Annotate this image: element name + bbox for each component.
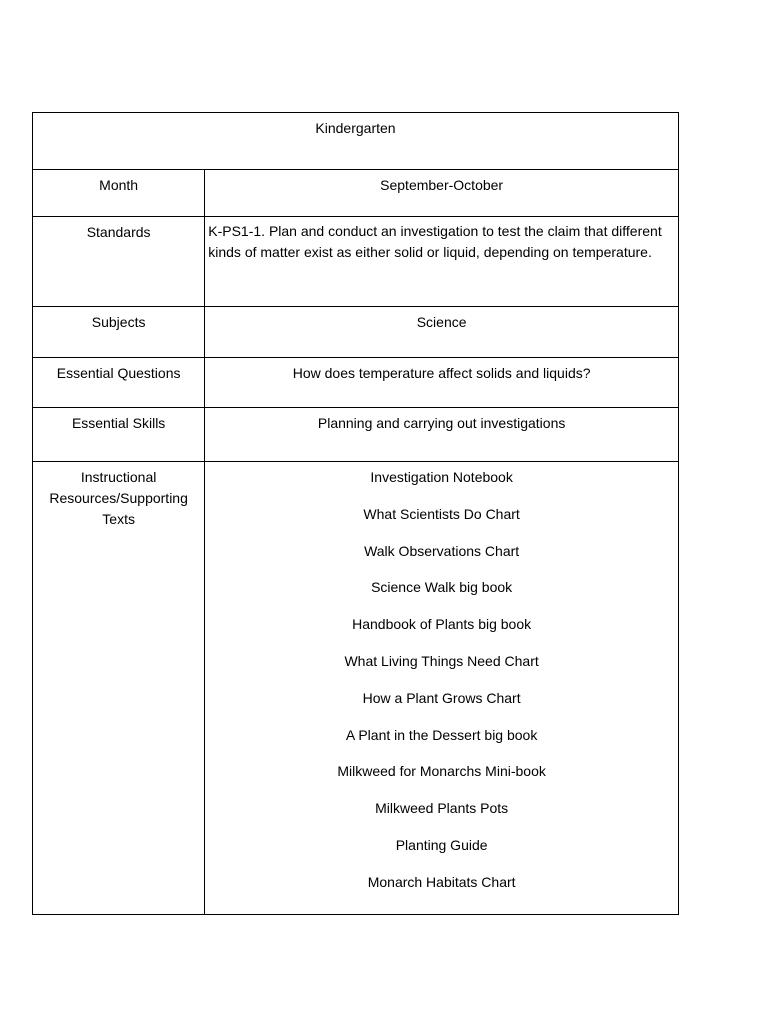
resources-cell [205, 462, 679, 915]
resource-item: Investigation Notebook [370, 469, 513, 485]
essential-questions-row [33, 358, 679, 408]
essential-questions-label: Essential Questions [33, 358, 205, 408]
month-row [33, 170, 679, 217]
resource-item: Milkweed for Monarchs Mini-book [337, 763, 546, 780]
resource-item: Planting Guide [395, 836, 488, 853]
essential-skills-value: Planning and carrying out investigations [205, 408, 679, 462]
resource-item: What Living Things Need Chart [344, 652, 539, 669]
standards-row [33, 217, 679, 307]
resource-item: What Scientists Do Chart [363, 505, 520, 522]
month-label: Month [33, 170, 205, 217]
standards-label: Standards [33, 217, 205, 307]
subjects-label: Subjects [33, 307, 205, 358]
essential-skills-row [33, 408, 679, 462]
resources-row [33, 462, 679, 915]
resource-item: Monarch Habitats Chart [367, 873, 516, 890]
curriculum-table [32, 112, 679, 915]
essential-questions-value: How does temperature affect solids and liquids? [205, 358, 679, 408]
subjects-value: Science [205, 307, 679, 358]
table-title: Kindergarten [33, 113, 679, 170]
standards-value: K-PS1-1. Plan and conduct an investigation to test the claim that different kinds of matter exist as either solid or liquid, depending on temperature. [205, 217, 679, 307]
month-value: September-October [205, 170, 679, 217]
resources-list [209, 467, 674, 893]
resource-item: How a Plant Grows Chart [362, 689, 521, 706]
resource-item: Handbook of Plants big book [352, 616, 532, 633]
essential-skills-label: Essential Skills [33, 408, 205, 462]
title-row [33, 113, 679, 170]
resources-label: Instructional Resources/Supporting Texts [33, 462, 205, 915]
resource-item: Science Walk big book [371, 579, 513, 596]
resource-item: Walk Observations Chart [364, 542, 520, 559]
subjects-row [33, 307, 679, 358]
resource-item: A Plant in the Dessert big book [345, 726, 538, 743]
resource-item: Milkweed Plants Pots [375, 800, 509, 817]
